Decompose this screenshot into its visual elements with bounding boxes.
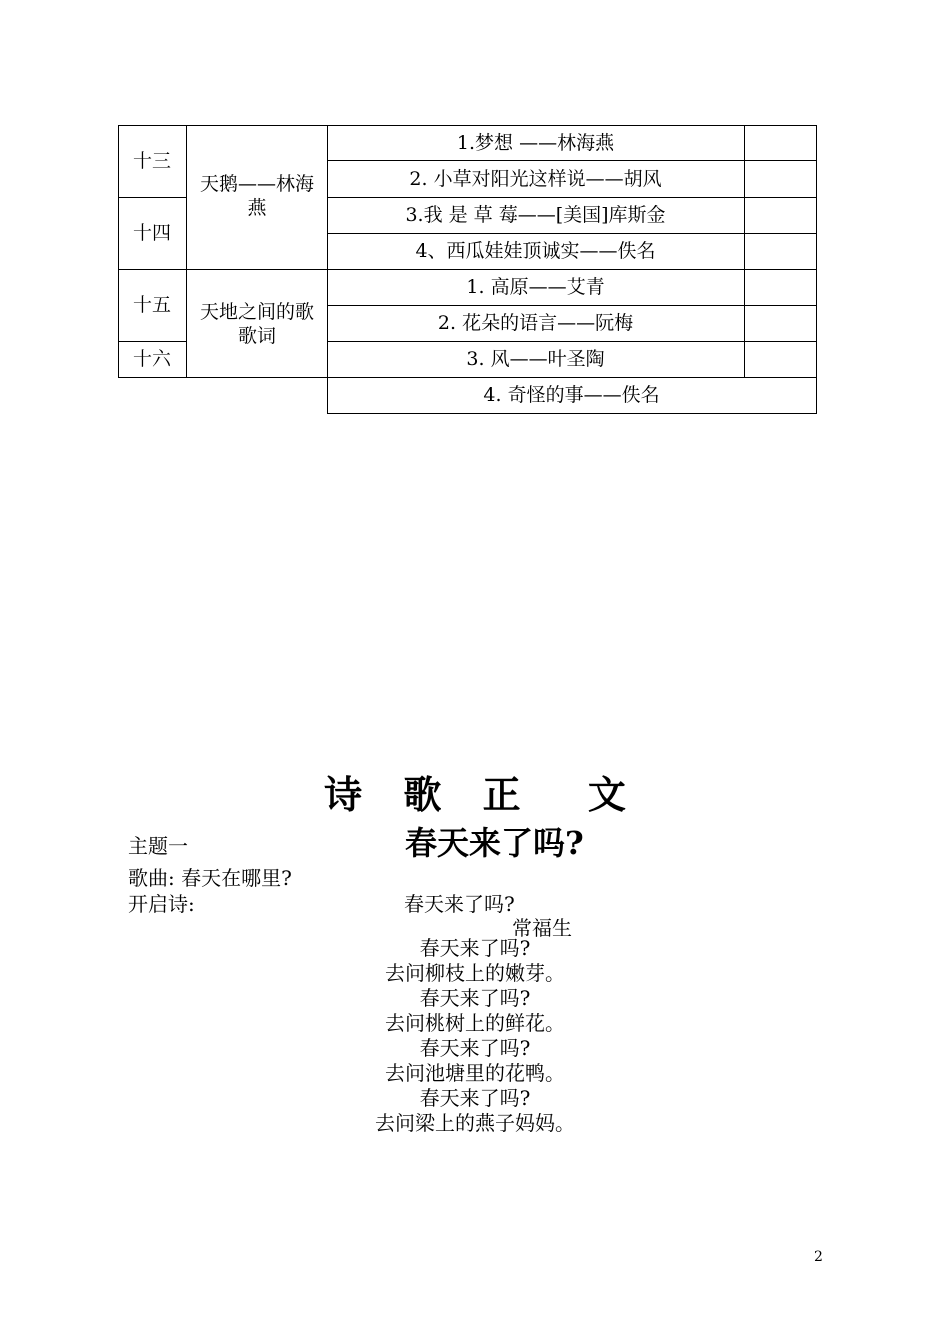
unit-cell-15: 十五 [132, 294, 171, 316]
unit-cell-14: 十四 [132, 222, 171, 244]
section-title-char: 文 [587, 772, 626, 817]
poem-line: 春天来了吗? [419, 1036, 531, 1060]
section-title [0, 764, 950, 819]
poem-cell: 4. 奇怪的事——佚名 [483, 384, 660, 406]
poem-body [325, 936, 625, 1136]
unit-cell-16: 十六 [132, 348, 171, 370]
poem-line: 去问池塘里的花鸭。 [385, 1061, 565, 1085]
poem-cell: 4、西瓜娃娃顶诚实——佚名 [415, 240, 656, 262]
theme-cell-heaven-earth: 天地之间的歌歌词 [199, 301, 314, 347]
poem-line: 春天来了吗? [419, 936, 531, 960]
section-title-char: 诗 [324, 772, 363, 817]
poem-author: 常福生 [512, 916, 572, 940]
poem-line: 春天来了吗? [419, 1086, 531, 1110]
theme-label: 主题一 [128, 834, 188, 858]
page-number: 2 [814, 1249, 823, 1265]
opening-poem-label: 开启诗: [128, 892, 195, 916]
poem-cell: 2. 花朵的语言——阮梅 [437, 312, 634, 334]
poem-cell: 1. 高原——艾青 [466, 276, 605, 298]
poem-title: 春天来了吗? [404, 892, 515, 916]
poem-line: 春天来了吗? [419, 986, 531, 1010]
section-title-char: 正 [482, 772, 521, 817]
poem-line: 去问梁上的燕子妈妈。 [375, 1111, 575, 1135]
unit-cell-13: 十三 [132, 150, 171, 172]
poem-cell: 3.我 是 草 莓——[美国]库斯金 [405, 204, 666, 226]
poem-line: 去问柳枝上的嫩芽。 [385, 961, 565, 985]
theme-title: 春天来了吗? [405, 824, 584, 862]
curriculum-table [0, 0, 950, 420]
poem-cell: 2. 小草对阳光这样说——胡风 [409, 168, 662, 190]
poem-cell: 1.梦想 ——林海燕 [456, 132, 615, 154]
section-title-char: 歌 [403, 772, 442, 817]
theme-cell-swan: 天鹅——林海燕 [199, 173, 314, 219]
poem-line: 去问桃树上的鲜花。 [385, 1011, 565, 1035]
song-line: 歌曲: 春天在哪里? [128, 866, 292, 890]
poem-cell: 3. 风——叶圣陶 [466, 348, 605, 370]
